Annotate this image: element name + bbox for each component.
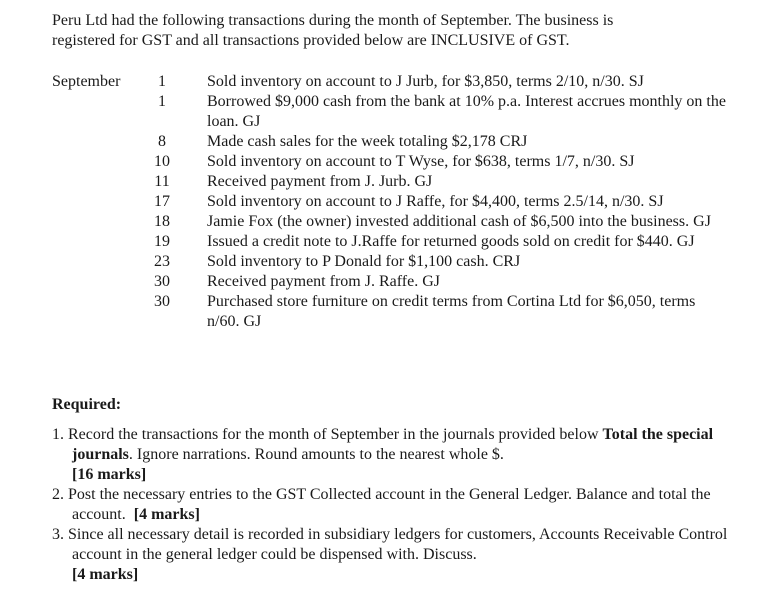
requirement-1 <box>52 425 752 485</box>
requirement-1-emphasis: Total the special journals <box>72 426 714 463</box>
transaction-day: 30 <box>154 293 170 310</box>
transaction-row <box>52 172 752 192</box>
required-heading: Required: <box>52 396 122 413</box>
transaction-day: 1 <box>158 93 166 110</box>
intro-line-1: Peru Ltd had the following transactions during the month of September. The business is <box>52 12 614 29</box>
transaction-day: 10 <box>154 153 170 170</box>
transaction-day: 23 <box>154 253 170 270</box>
requirement-3-marks: [4 marks] <box>72 566 139 583</box>
transaction-description: Received payment from J. Jurb. GJ <box>207 173 433 190</box>
transaction-description: Made cash sales for the week totaling $2,178 CRJ <box>207 133 528 150</box>
transaction-description: Jamie Fox (the owner) invested additional cash of $6,500 into the business. GJ <box>207 213 711 230</box>
requirement-1-text: 1. Record the transactions for the month of September in the journals provided below <box>52 426 603 443</box>
transaction-row <box>52 212 752 232</box>
transaction-row <box>52 92 752 132</box>
transaction-description: Purchased store furniture on credit terms from Cortina Ltd for $6,050, terms n/60. GJ <box>207 293 696 330</box>
requirement-2-text: 2. Post the necessary entries to the GST Collected account in the General Ledger. Balance and total the account. <box>52 486 711 523</box>
transaction-row <box>52 252 752 272</box>
month-label: September <box>52 73 121 90</box>
transaction-description: Sold inventory on account to J Jurb, for $3,850, terms 2/10, n/30. SJ <box>207 73 644 90</box>
requirement-2 <box>52 485 752 525</box>
requirement-3 <box>52 525 752 585</box>
transaction-description: Issued a credit note to J.Raffe for returned goods sold on credit for $440. GJ <box>207 233 695 250</box>
transaction-day: 11 <box>154 173 170 190</box>
transactions-list <box>52 72 752 332</box>
transaction-description: Received payment from J. Raffe. GJ <box>207 273 440 290</box>
requirement-2-marks: [4 marks] <box>133 506 200 523</box>
transaction-row <box>52 152 752 172</box>
transaction-row <box>52 72 752 92</box>
transaction-row <box>52 132 752 152</box>
transaction-day: 8 <box>158 133 166 150</box>
transaction-day: 30 <box>154 273 170 290</box>
intro-paragraph <box>52 11 752 51</box>
requirement-1-marks: [16 marks] <box>72 466 147 483</box>
transaction-description: Sold inventory on account to J Raffe, for $4,400, terms 2.5/14, n/30. SJ <box>207 193 664 210</box>
transaction-day: 1 <box>158 73 166 90</box>
transaction-description: Sold inventory to P Donald for $1,100 cash. CRJ <box>207 253 521 270</box>
transaction-day: 19 <box>154 233 170 250</box>
transaction-description: Borrowed $9,000 cash from the bank at 10% p.a. Interest accrues monthly on the loan. GJ <box>207 93 726 130</box>
transaction-row <box>52 192 752 212</box>
transaction-day: 18 <box>154 213 170 230</box>
transaction-description: Sold inventory on account to T Wyse, for $638, terms 1/7, n/30. SJ <box>207 153 635 170</box>
required-section <box>52 395 752 585</box>
intro-line-2: registered for GST and all transactions provided below are INCLUSIVE of GST. <box>52 32 570 49</box>
transaction-row <box>52 292 752 332</box>
transaction-day: 17 <box>154 193 170 210</box>
requirement-1-text-cont: . Ignore narrations. Round amounts to the nearest whole $. <box>128 446 504 463</box>
requirement-3-text: 3. Since all necessary detail is recorded in subsidiary ledgers for customers, Accounts Receivable Control account in the general ledger could be dispensed with. Discuss. <box>52 526 728 563</box>
transaction-row <box>52 272 752 292</box>
transaction-row <box>52 232 752 252</box>
